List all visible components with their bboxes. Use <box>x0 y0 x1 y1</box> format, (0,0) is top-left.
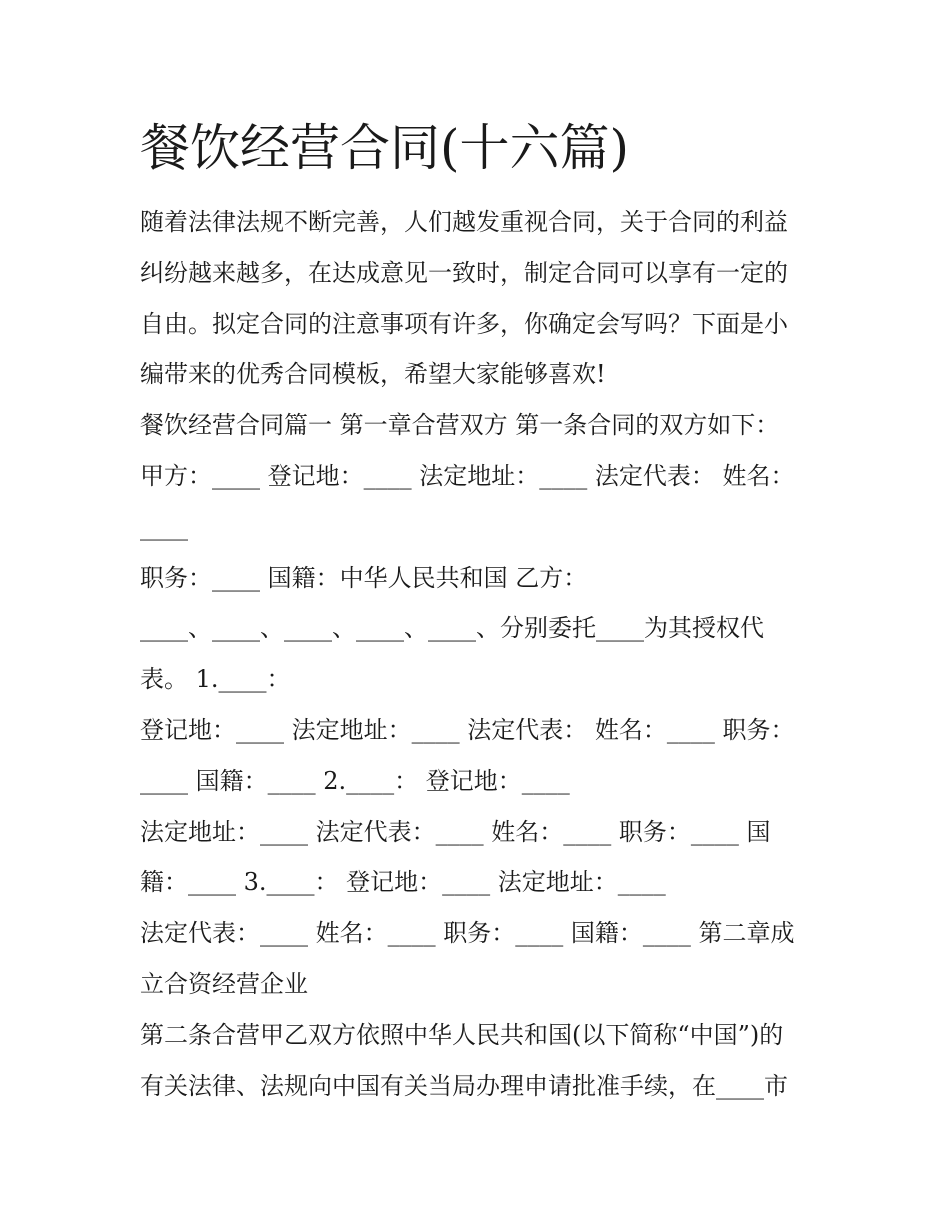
text-line: 法定代表：____ 姓名：____ 职务：____ 国籍：____ 第二章成 <box>140 919 795 948</box>
text-line: 表。 1.____： <box>140 665 291 694</box>
document-title: 餐饮经营合同(十六篇) <box>140 119 630 177</box>
text-line: 职务：____ 国籍：中华人民共和国 乙方： <box>140 563 588 592</box>
text-line: ____ 国籍：____ 2.____： 登记地：____ <box>140 766 570 795</box>
text-line: 编带来的优秀合同模板，希望大家能够喜欢! <box>140 360 606 389</box>
text-line: 登记地：____ 法定地址：____ 法定代表： 姓名：____ 职务： <box>140 715 795 744</box>
document-body <box>140 197 830 1111</box>
text-line: 自由。拟定合同的注意事项有许多，你确定会写吗？下面是小 <box>140 309 788 338</box>
text-line: 第二条合营甲乙双方依照中华人民共和国(以下简称“中国”)的 <box>140 1020 784 1049</box>
text-line: 法定地址：____ 法定代表：____ 姓名：____ 职务：____ 国 <box>140 817 771 846</box>
text-line: 籍：____ 3.____： 登记地：____ 法定地址：____ <box>140 868 666 897</box>
text-line: 甲方：____ 登记地：____ 法定地址：____ 法定代表： 姓名： <box>140 461 795 490</box>
text-line: ____ <box>140 512 188 541</box>
text-line: 纠纷越来越多，在达成意见一致时，制定合同可以享有一定的 <box>140 258 788 287</box>
text-line: ____、____、____、____、____、分别委托____为其授权代 <box>140 614 764 643</box>
text-line: 有关法律、法规向中国有关当局办理申请批准手续，在____市 <box>140 1071 788 1100</box>
text-line: 餐饮经营合同篇一 第一章合营双方 第一条合同的双方如下： <box>140 411 780 440</box>
text-line: 随着法律法规不断完善，人们越发重视合同，关于合同的利益 <box>140 208 788 236</box>
text-line: 立合资经营企业 <box>140 969 308 998</box>
